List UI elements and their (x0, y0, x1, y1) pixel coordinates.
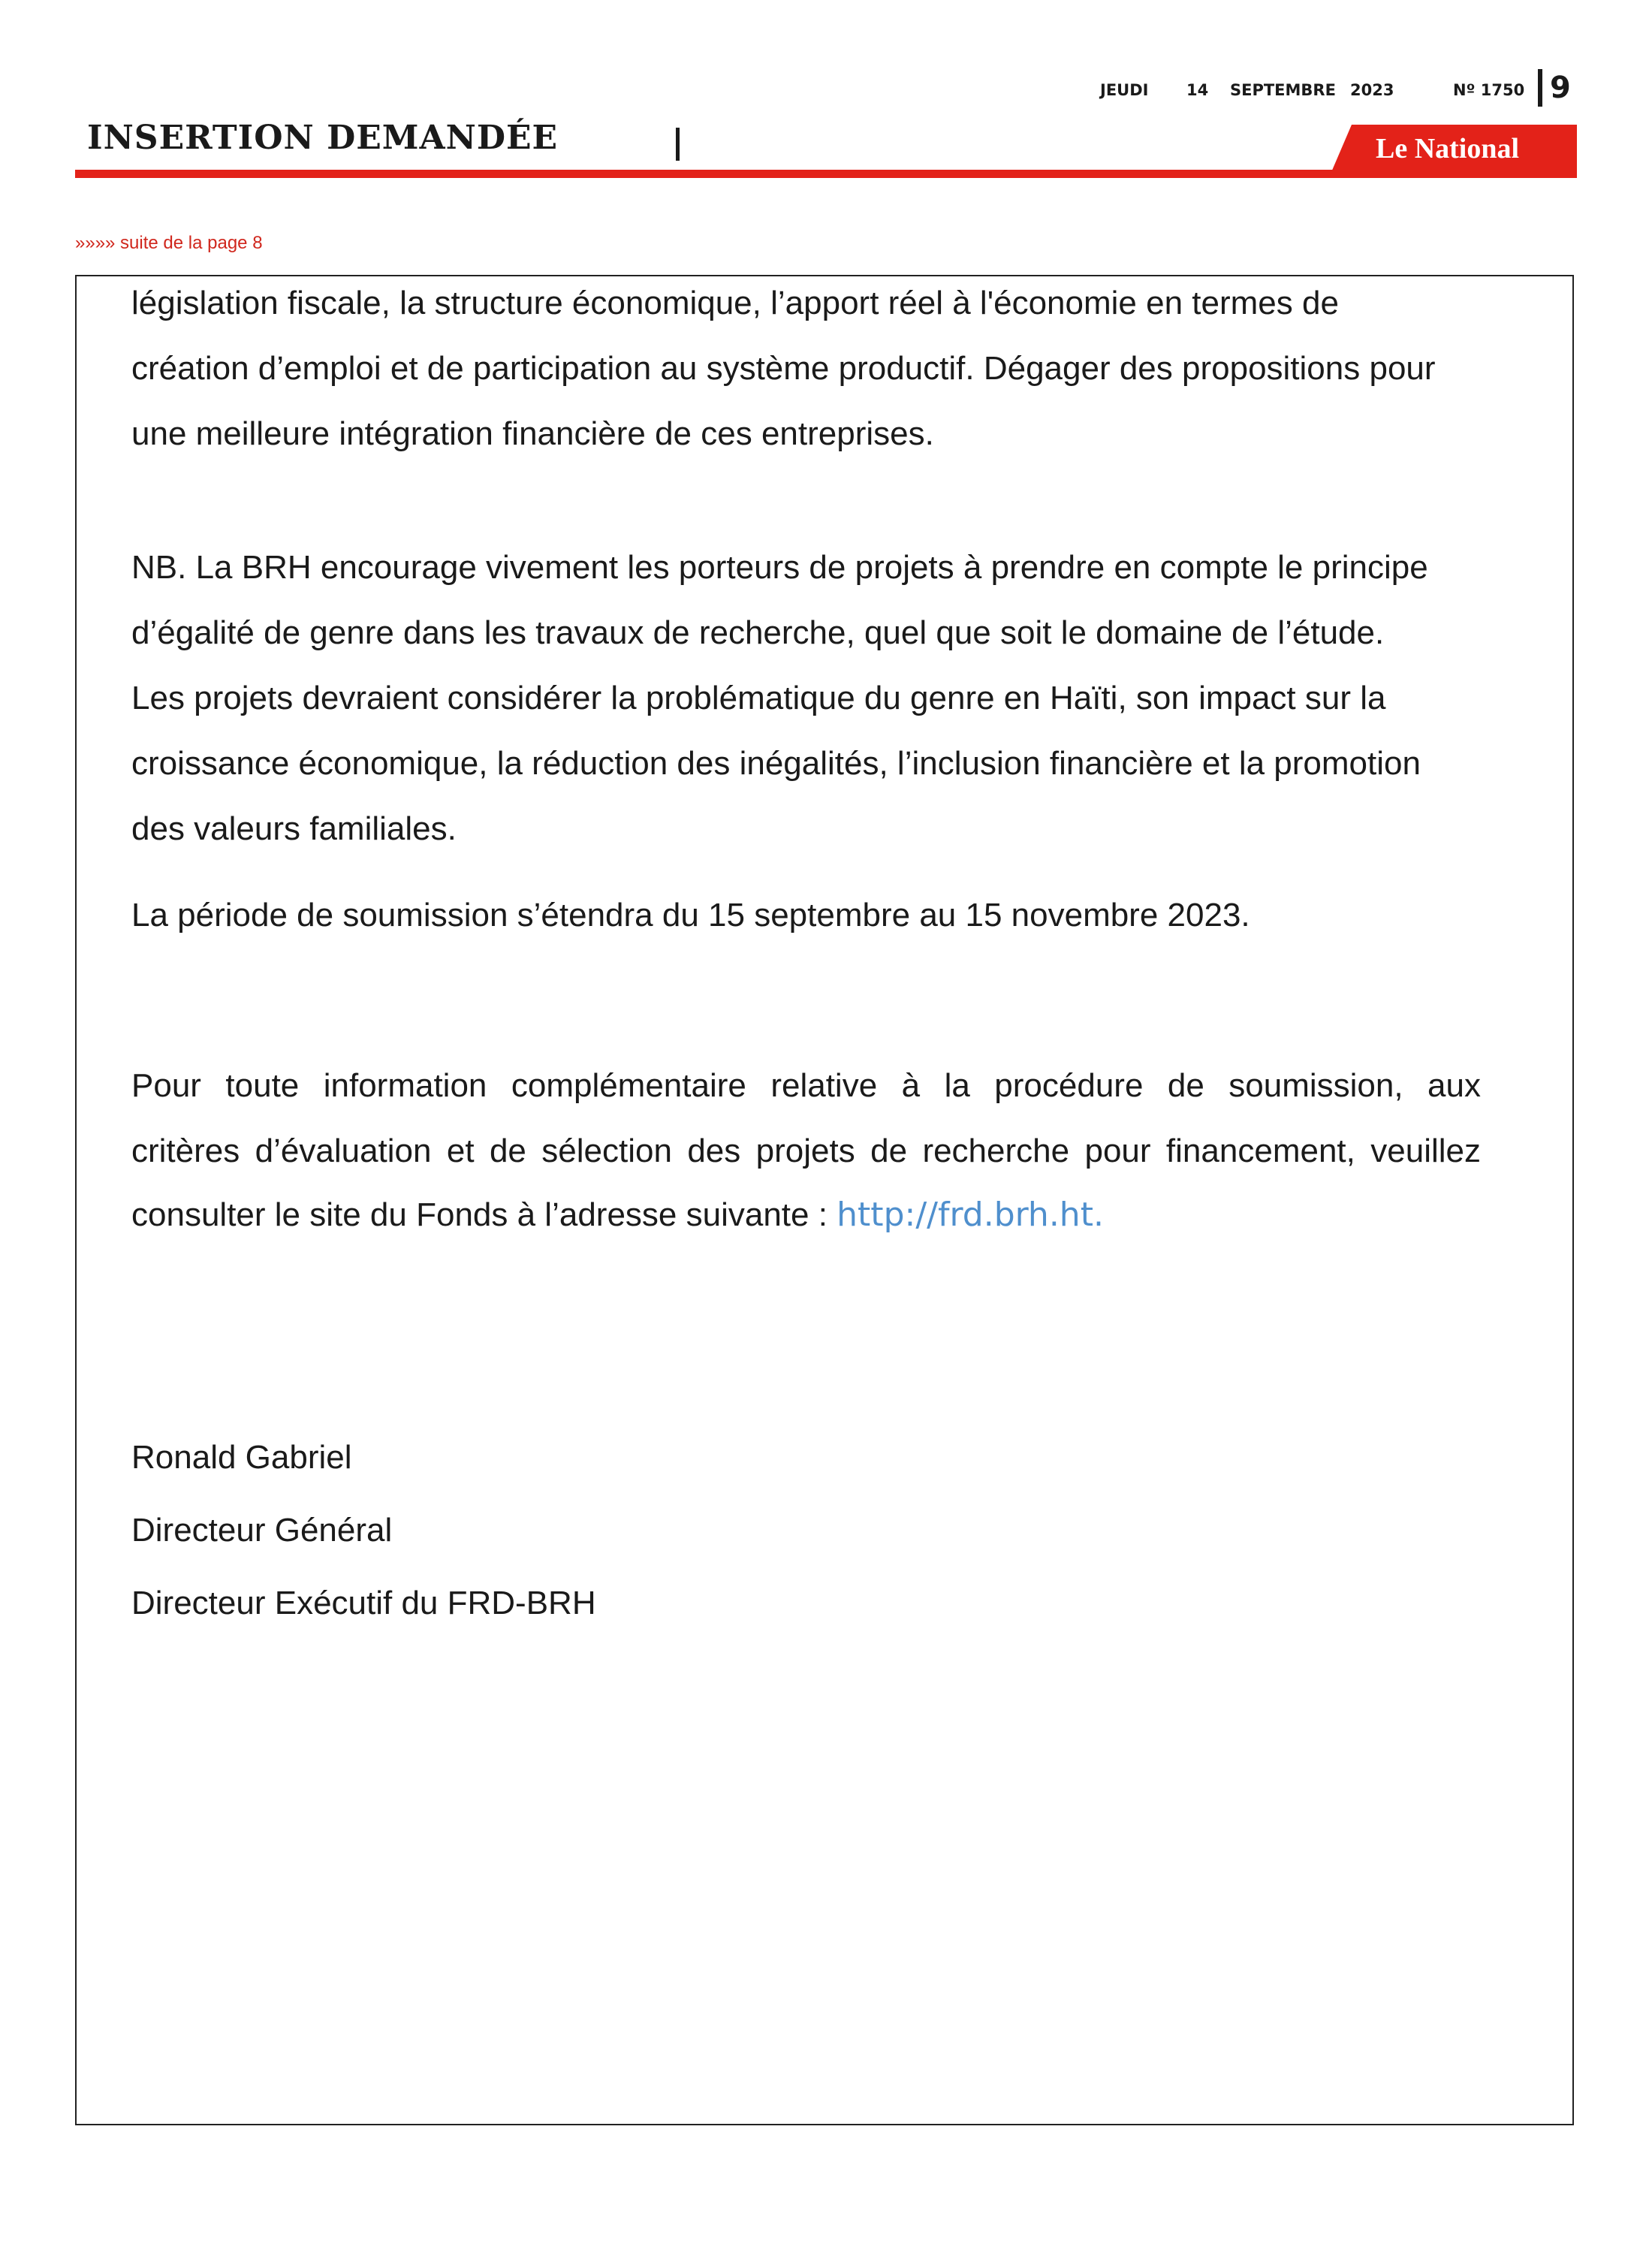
signatory-title: Directeur Général (131, 1512, 393, 1549)
text-line: Pour toute information complémentaire relative à la procédure de soumission, aux (131, 1067, 1481, 1104)
paragraph-gender-note (131, 535, 1481, 861)
signatory-role: Directeur Exécutif du FRD-BRH (131, 1585, 596, 1621)
paragraph-legislation (131, 270, 1481, 466)
submission-period: La période de soumission s’étendra du 15 septembre au 15 novembre 2023. (131, 897, 1250, 933)
signatory-name: Ronald Gabriel (131, 1439, 352, 1476)
title-divider-mark (676, 128, 680, 161)
text-line: législation fiscale, la structure économique, l’apport réel à l'économie en termes de (131, 285, 1339, 321)
website-lead-text: consulter le site du Fonds à l’adresse suivante : (131, 1196, 837, 1233)
text-line: d’égalité de genre dans les travaux de recherche, quel que soit le domaine de l’étude. (131, 614, 1385, 651)
brand-logo-text: Le National (1376, 133, 1520, 164)
continuation-note: »»»» suite de la page 8 (75, 233, 263, 253)
website-link[interactable]: http://frd.brh.ht. (837, 1196, 1104, 1234)
issue-month: SEPTEMBRE (1230, 81, 1336, 99)
text-line: une meilleure intégration financière de ces entreprises. (131, 415, 934, 452)
website-line (131, 1196, 1104, 1234)
section-title: INSERTION DEMANDÉE (87, 119, 559, 157)
paragraph-information (131, 1053, 1481, 1184)
issue-day: JEUDI (1100, 81, 1149, 99)
page-number: 9 (1550, 71, 1571, 105)
text-line: des valeurs familiales. (131, 810, 457, 847)
page-number-divider (1538, 69, 1542, 107)
issue-year: 2023 (1350, 81, 1394, 99)
issue-number: Nº 1750 (1453, 81, 1525, 99)
text-line: critères d’évaluation et de sélection des projets de recherche pour financement, veuillez (131, 1133, 1481, 1169)
text-line: création d’emploi et de participation au système productif. Dégager des propositions pour (131, 350, 1436, 387)
text-line: NB. La BRH encourage vivement les porteurs de projets à prendre en compte le principe (131, 549, 1428, 586)
text-line: Les projets devraient considérer la problématique du genre en Haïti, son impact sur la (131, 680, 1386, 716)
text-line: croissance économique, la réduction des inégalités, l’inclusion financière et la promotion (131, 745, 1421, 782)
issue-date: 14 (1186, 81, 1209, 99)
